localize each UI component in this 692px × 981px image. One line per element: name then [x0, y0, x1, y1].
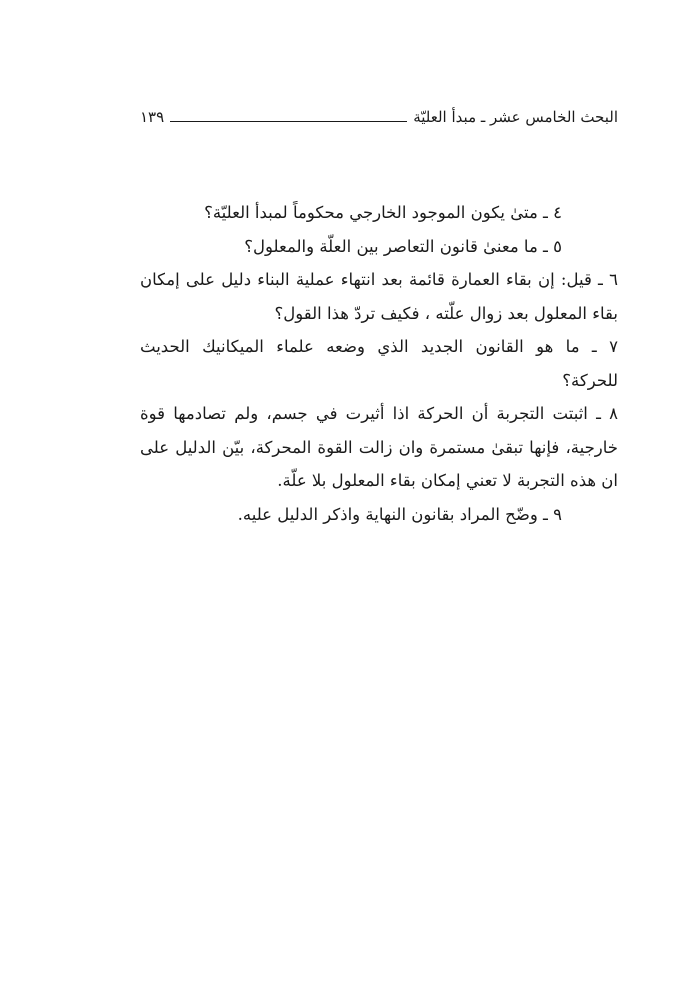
question-line: ٩ ـ وضّح المراد بقانون النهاية واذكر الدليل عليه.: [237, 504, 562, 524]
question-item: [140, 330, 618, 397]
question-item: [140, 230, 618, 264]
question-line: ٥ ـ ما معنىٰ قانون التعاصر بين العلّة والمعلول؟: [244, 236, 562, 256]
question-line: ٦ ـ قيل: إن بقاء العمارة قائمة بعد انتهاء عملية البناء دليل على إمكان: [140, 270, 618, 289]
question-line: ان هذه التجربة لا تعني إمكان بقاء المعلول بلا علّة.: [277, 471, 618, 490]
question-line: للحركة؟: [562, 370, 618, 390]
chapter-title: البحث الخامس عشر ـ مبدأ العليّة: [413, 108, 618, 126]
running-header: [140, 104, 618, 130]
question-line: ٨ ـ اثبتت التجربة أن الحركة اذا أثيرت في جسم، ولم تصادمها قوة: [140, 404, 618, 423]
question-item: [140, 263, 618, 330]
question-line: بقاء المعلول بعد زوال علّته ، فكيف تردّ هذا القول؟: [274, 303, 618, 323]
header-rule: [170, 121, 407, 122]
question-item: [140, 397, 618, 498]
page-number: ١٣٩: [140, 108, 165, 126]
question-line: خارجية، فإنها تبقىٰ مستمرة وان زالت القوة المحركة، بيّن الدليل على: [140, 437, 618, 457]
question-item: [140, 498, 618, 532]
question-list: [140, 196, 618, 531]
question-line: ٤ ـ متىٰ يكون الموجود الخارجي محكوماً لمبدأ العليّة؟: [204, 203, 562, 222]
question-item: [140, 196, 618, 230]
question-line: ٧ ـ ما هو القانون الجديد الذي وضعه علماء الميكانيك الحديث: [140, 337, 618, 356]
